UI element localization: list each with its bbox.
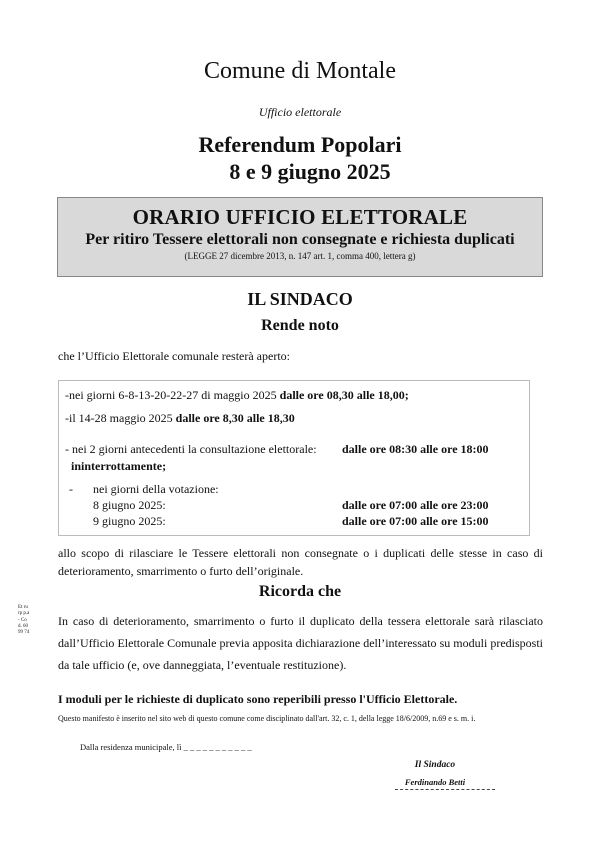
signature-line [395, 789, 495, 790]
hours-row-maggio [65, 388, 409, 403]
votazione-day1-label: 8 giugno 2025: [93, 498, 166, 512]
dalla-residenza: Dalla residenza municipale, lì _ _ _ _ _ _ _ _ _ _ _ [80, 742, 252, 752]
ricorda-text: In caso di deterioramento, smarrimento o furto il duplicato della tessera elettorale sarà rilasciato dall’Ufficio Elettorale Comunale previa apposita dichiarazione dell’interessato su moduli predisposti da tale ufficio (e, ove danneggiata, l’eventuale restituzione). [58, 614, 543, 672]
hours-row-text: -nei giorni 6-8-13-20-22-27 di maggio 2025 [65, 388, 280, 402]
ufficio-subtitle: Ufficio elettorale [258, 105, 342, 119]
orario-banner [57, 197, 543, 277]
banner-subtitle: Per ritiro Tessere elettorali non consegnate e richiesta duplicati [85, 231, 515, 248]
hours-row-time: dalle ore 8,30 alle 18,30 [175, 411, 295, 425]
votazione-day1-hours: dalle ore 07:00 alle ore 23:00 [342, 498, 489, 512]
banner-title: ORARIO UFFICIO ELETTORALE [132, 205, 468, 229]
referendum-date: 8 e 9 giugno 2025 [229, 159, 391, 184]
hours-row-time: dalle ore 08:30 alle ore 18:00 [342, 442, 489, 456]
hours-box [58, 380, 530, 536]
comune-title: Comune di Montale [204, 58, 396, 84]
votazione-day2-hours: dalle ore 07:00 alle ore 15:00 [342, 514, 489, 528]
hours-row-dash: - [69, 482, 73, 496]
signature-title: Il Sindaco [414, 760, 456, 770]
referendum-title: Referendum Popolari [198, 132, 402, 157]
intro-text: che l’Ufficio Elettorale comunale resterà aperto: [58, 349, 290, 363]
banner-legge: (LEGGE 27 dicembre 2013, n. 147 art. 1, comma 400, lettera g) [184, 251, 416, 261]
moduli-note: I moduli per le richieste di duplicato sono reperibili presso l'Ufficio Elettorale. [58, 692, 458, 706]
votazione-day2-label: 9 giugno 2025: [93, 514, 166, 528]
hours-row-text: - nei 2 giorni antecedenti la consultazione elettorale: [65, 442, 317, 456]
hours-row-antecedenti [65, 442, 317, 457]
rende-noto-heading: Rende noto [261, 317, 339, 334]
signature-name: Ferdinando Betti [404, 777, 466, 787]
purpose-text: allo scopo di rilasciare le Tessere elettorali non consegnate o i duplicati delle stesse in caso di deterioramento, smarrimento o furto dell’originale. [58, 546, 543, 578]
sindaco-heading: IL SINDACO [247, 289, 353, 309]
ricorda-heading: Ricorda che [258, 583, 342, 600]
hours-row-continuation: ininterrottamente; [71, 459, 167, 473]
hours-row-votazione: nei giorni della votazione: [93, 482, 219, 496]
margin-stamp: Et ru rp p.a - Co d. 60 99 74 [18, 605, 30, 636]
manifesto-note: Questo manifesto è inserito nel sito web di questo comune come disciplinato dall'art. 32, c. 1, della legge 18/6/2009, n.69 e s. m. i. [58, 714, 476, 723]
hours-row-text: -il 14-28 maggio 2025 [65, 411, 176, 425]
hours-row-14-28 [65, 411, 295, 426]
hours-row-time: dalle ore 08,30 alle 18,00; [279, 388, 409, 402]
